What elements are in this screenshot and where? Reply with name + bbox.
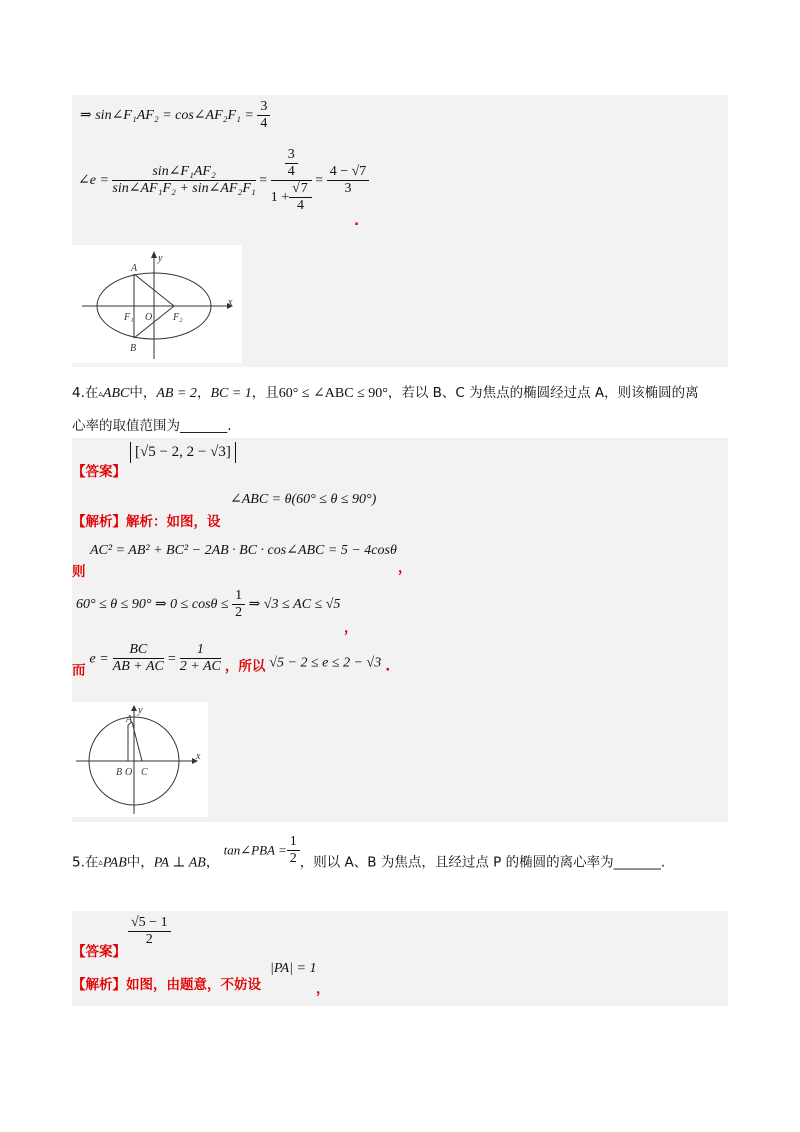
denominator: 4	[296, 198, 304, 214]
tangent-condition: tan∠PBA =	[223, 842, 287, 858]
fig1-label-y: y	[158, 253, 163, 264]
equals-sign: =	[259, 172, 268, 188]
numerator: 3	[285, 147, 298, 164]
analysis-label: 【解析】	[72, 977, 126, 993]
ab-value: AB = 2	[156, 386, 197, 401]
result-fraction	[327, 164, 370, 197]
q4-text: 在	[84, 385, 99, 401]
denominator: 4	[287, 164, 295, 180]
triangle-pab: PAB	[102, 855, 127, 871]
numerator: sin∠F₁AF₂	[112, 164, 255, 181]
triangle-symbol: ▵	[98, 389, 103, 399]
equals-sign: =	[167, 651, 176, 667]
eccentricity-derivation	[78, 147, 369, 214]
equals-sign: =	[315, 172, 324, 188]
denominator: 2	[289, 851, 297, 867]
numerator: √5 − 1	[128, 915, 171, 932]
numerator: 1	[180, 642, 221, 659]
denominator: 3	[344, 181, 352, 197]
denominator: 2 + AC	[179, 659, 221, 675]
derivation-line-1	[80, 99, 270, 132]
half-fraction	[287, 834, 300, 867]
root7-over-4	[289, 181, 312, 214]
fig1-label-a: A	[131, 263, 138, 274]
triangle-abc: ABC	[102, 386, 130, 401]
three-quarters	[285, 147, 298, 180]
solution-block-4	[72, 438, 728, 822]
q5-text: ，	[205, 854, 220, 871]
er-label: 而	[72, 662, 86, 679]
question-4-line-1	[72, 381, 699, 402]
numerator: 4 − √7	[327, 164, 370, 181]
question-5	[72, 834, 665, 872]
eccentricity-label: ∠e =	[78, 172, 109, 188]
one-plus: 1 +	[270, 190, 290, 205]
fig2-label-c: C	[141, 767, 148, 778]
implies-symbol: ⇒	[80, 107, 92, 123]
denominator: AB + AC	[112, 659, 164, 675]
range-derivation	[76, 588, 340, 621]
numerator: 1	[232, 588, 245, 605]
analysis-text: 如图，由题意，不妨设	[126, 977, 261, 993]
compound-numerator	[271, 147, 312, 181]
fig1-label-f1: F₁	[124, 312, 134, 323]
q4-text: 中，	[129, 385, 157, 401]
range-prefix: 60° ≤ θ ≤ 90° ⇒ 0 ≤ cosθ ≤	[76, 596, 229, 612]
analysis-text: 解析：如图，设	[126, 514, 221, 530]
denominator: 4	[260, 116, 268, 132]
eccentricity-range: √5 − 2 ≤ e ≤ 2 − √3	[269, 655, 382, 671]
answer-value: [√5 − 2, 2 − √3]	[130, 442, 236, 463]
red-period: .	[354, 213, 360, 229]
fig2-label-y: y	[138, 705, 143, 716]
fig1-label-f2: F₂	[173, 312, 183, 323]
fig2-label-a: A	[126, 714, 133, 725]
half-fraction	[232, 588, 245, 621]
angle-range: 60° ≤ ∠ABC ≤ 90°	[278, 386, 388, 401]
perpendicular-condition: PA ⊥ AB	[153, 855, 206, 871]
triangle-symbol: ▵	[98, 857, 103, 868]
fig2-label-b: B	[116, 767, 123, 778]
root7: √7	[289, 181, 312, 198]
denominator: 2	[235, 605, 243, 621]
q4-text: ，且	[251, 385, 279, 401]
golden-ratio-fraction	[128, 915, 171, 948]
q4-text: ，若以 B、C 为焦点的椭圆经过点 A，则该椭圆的离	[387, 385, 699, 401]
e-lhs: e =	[89, 651, 109, 667]
then-label: 则	[72, 564, 86, 580]
answer-fraction	[128, 915, 171, 948]
cosine-law-equation: AC² = AB² + BC² − 2AB · BC · cos∠ABC = 5 − 4cosθ	[90, 543, 397, 558]
q5-text: ，则以 A、B 为焦点，且经过点 P 的椭圆的离心率为_______.	[299, 854, 666, 871]
bc-value: BC = 1	[210, 386, 252, 401]
compound-fraction	[271, 147, 312, 214]
ellipse-figure-1	[72, 245, 242, 363]
denominator: 2	[145, 932, 153, 948]
analysis-line	[72, 973, 261, 994]
answer-label: 【答案】	[72, 944, 126, 960]
solution-block-3	[72, 95, 728, 367]
fig1-label-o: O	[145, 312, 153, 323]
radicand: 7	[300, 181, 308, 197]
analysis-line	[72, 510, 221, 531]
q5-text: 在	[84, 854, 99, 871]
solution-block-5	[72, 911, 728, 1006]
q5-text: 中，	[126, 854, 154, 871]
red-comma: ，	[398, 560, 412, 576]
numerator: 1	[287, 834, 300, 851]
ellipse-figure-2	[72, 702, 208, 817]
fig2-label-x: x	[196, 751, 201, 762]
compound-denominator	[271, 181, 312, 214]
bc-fraction	[113, 642, 164, 675]
eccentricity-line	[72, 642, 390, 678]
range-suffix: ⇒ √3 ≤ AC ≤ √5	[248, 596, 341, 612]
fig1-label-x: x	[228, 297, 233, 308]
question-number: 5.	[72, 854, 85, 871]
denominator: sin∠AF₁F₂ + sin∠AF₂F₁	[112, 181, 256, 197]
numerator: BC	[113, 642, 164, 659]
sine-ratio-fraction	[112, 164, 255, 197]
answer-label: 【答案】	[72, 464, 126, 480]
fig2-label-o: O	[125, 767, 133, 778]
so-label: ，所以	[224, 658, 266, 675]
fig1-label-b: B	[130, 343, 137, 354]
question-4-line-2: 心率的取值范围为_______.	[72, 418, 232, 434]
red-comma: ，	[344, 620, 358, 636]
q4-text: ，	[196, 385, 211, 401]
one-over-fraction	[180, 642, 221, 675]
question-number: 4.	[72, 385, 85, 401]
analysis-label: 【解析】	[72, 514, 126, 530]
red-period: .	[385, 658, 391, 675]
sine-cosine-equation: sin∠F₁AF₂ = cos∠AF₂F₁ =	[95, 107, 254, 123]
fraction-three-quarters	[257, 99, 270, 132]
angle-setup: ∠ABC = θ(60° ≤ θ ≤ 90°)	[230, 492, 377, 507]
red-comma: ，	[316, 981, 330, 997]
numerator: 3	[257, 99, 270, 116]
pa-assumption: |PA| = 1	[270, 961, 317, 976]
